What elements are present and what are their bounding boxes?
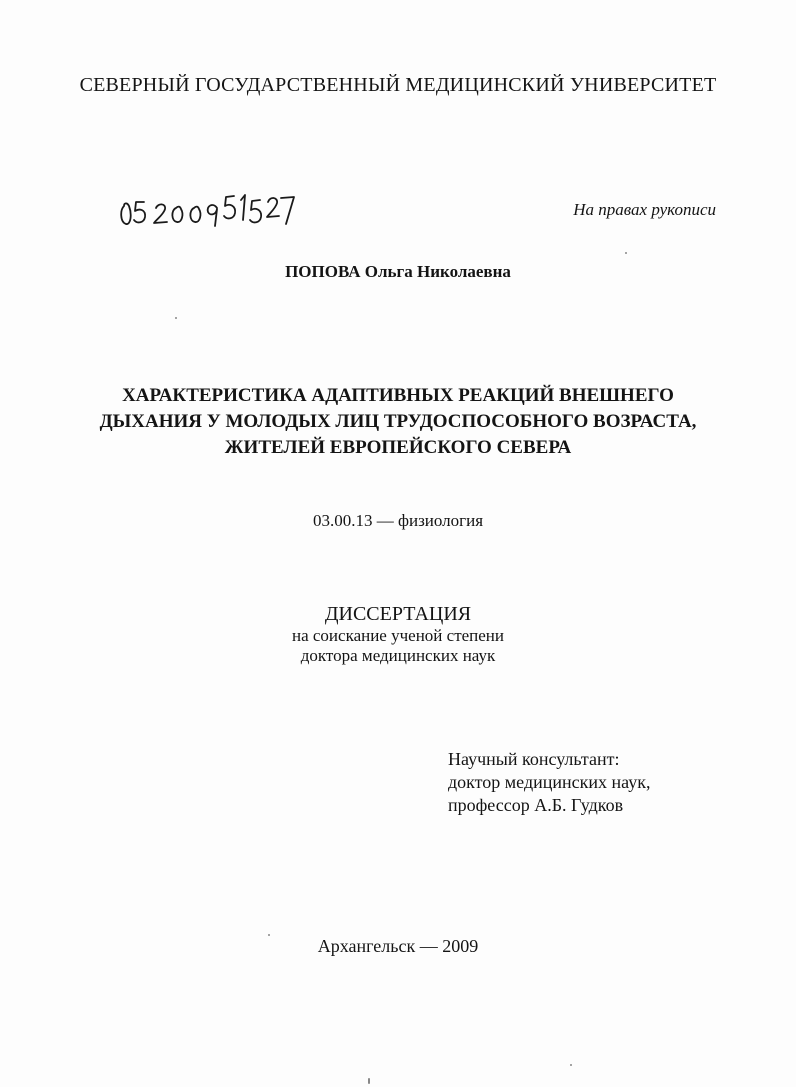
scientific-consultant	[448, 748, 748, 817]
author-surname: ПОПОВА	[285, 262, 361, 281]
consultant-name: профессор А.Б. Гудков	[448, 795, 624, 815]
specialty-code: 03.00.13 — физиология	[312, 511, 484, 530]
title-line: ЖИТЕЛЕЙ ЕВРОПЕЙСКОГО СЕВЕРА	[224, 437, 572, 458]
rights-note: На правах рукописи	[573, 200, 716, 219]
scan-speck	[175, 317, 177, 319]
title-line: ХАРАКТЕРИСТИКА АДАПТИВНЫХ РЕАКЦИЙ ВНЕШНЕГО	[122, 385, 674, 406]
author-name	[0, 262, 796, 282]
handwritten-registration-code	[118, 188, 298, 230]
consultant-label: Научный консультант:	[448, 749, 620, 769]
author-given-names: Ольга Николаевна	[364, 262, 511, 281]
dissertation-block	[0, 603, 796, 666]
dissertation-degree-line: на соискание ученой степени	[291, 626, 505, 645]
city-year: Архангельск — 2009	[317, 936, 479, 956]
title-line: ДЫХАНИЯ У МОЛОДЫХ ЛИЦ ТРУДОСПОСОБНОГО ВОЗРАСТА,	[99, 411, 697, 432]
scan-speck	[268, 934, 270, 936]
dissertation-degree-line: доктора медицинских наук	[300, 646, 496, 665]
consultant-degree: доктор медицинских наук,	[448, 772, 651, 792]
scan-speck	[570, 1064, 572, 1066]
scan-speck	[625, 252, 627, 254]
university-name: СЕВЕРНЫЙ ГОСУДАРСТВЕННЫЙ МЕДИЦИНСКИЙ УНИВЕРСИТЕТ	[79, 74, 717, 96]
scan-speck	[368, 1078, 370, 1084]
dissertation-heading: ДИССЕРТАЦИЯ	[324, 603, 472, 625]
dissertation-title	[0, 383, 796, 461]
